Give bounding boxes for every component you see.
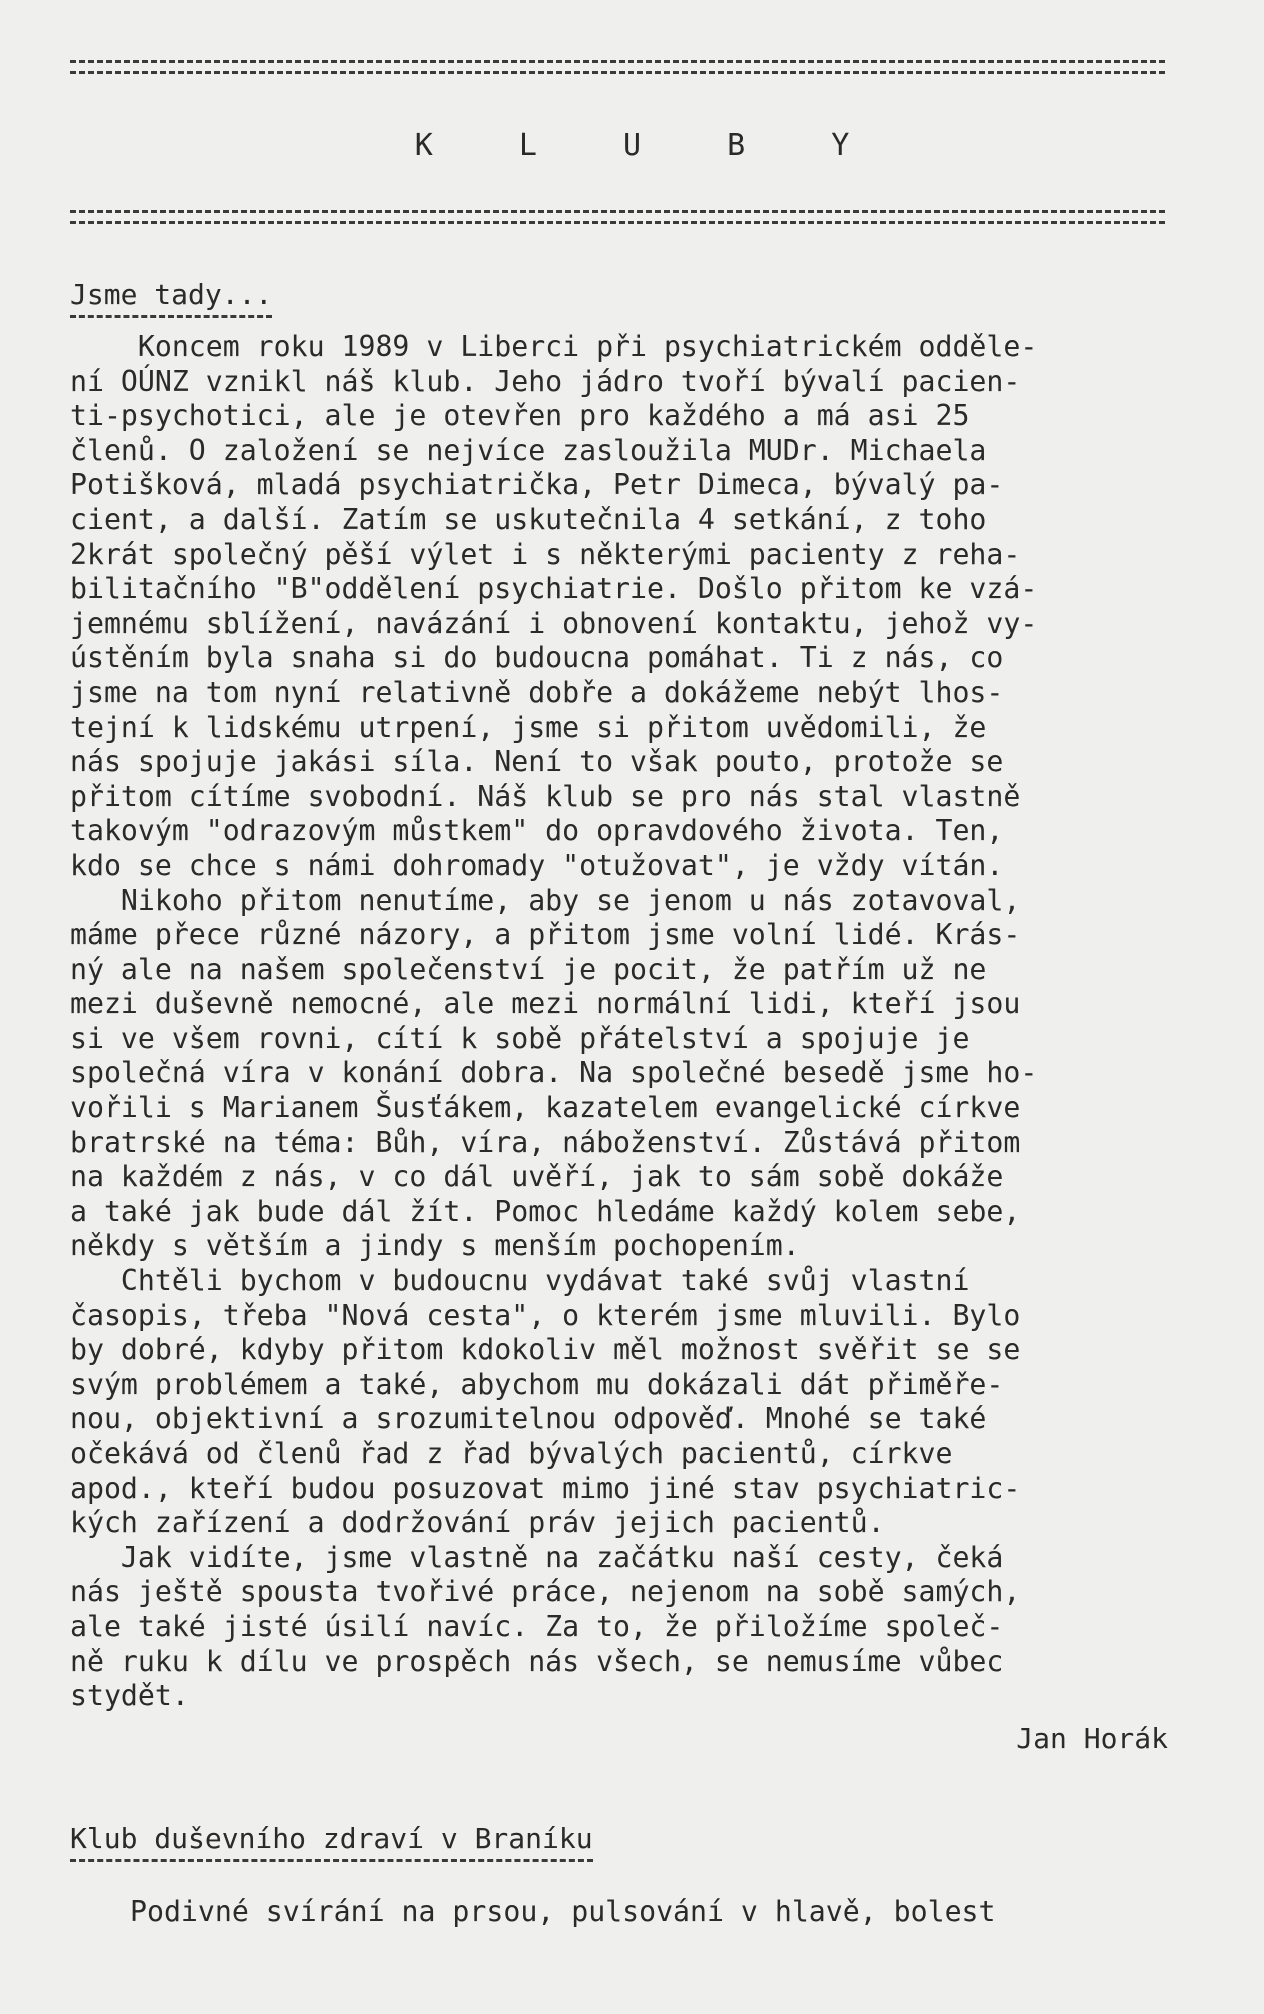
body-line: členů. O založení se nejvíce zasloužila MUDr. Michaela xyxy=(70,433,987,467)
body-line: nás spojuje jakási síla. Není to však pouto, protože se xyxy=(70,745,1004,779)
body-line: bilitačního "B"oddělení psychiatrie. Došlo přitom ke vzá- xyxy=(70,572,1038,606)
article-heading: Klub duševního zdraví v Braníku xyxy=(70,1822,593,1862)
body-line: bratrské na téma: Bůh, víra, náboženství. Zůstává přitom xyxy=(70,1125,1021,1159)
body-line: kdo se chce s námi dohromady "otužovat", je vždy vítán. xyxy=(70,848,1004,882)
body-line: mezi duševně nemocné, ale mezi normální lidi, kteří jsou xyxy=(70,987,1021,1021)
body-line: ně ruku k dílu ve prospěch nás všech, se nemusíme vůbec xyxy=(70,1644,1004,1678)
body-line: si ve všem rovni, cítí k sobě přátelství a spojuje je xyxy=(70,1021,970,1055)
body-line: jemnému sblížení, navázání i obnovení kontaktu, jehož vy- xyxy=(70,606,1038,640)
page-title: K L U B Y xyxy=(414,128,884,163)
body-line: Chtěli bychom v budoucnu vydávat také svůj vlastní xyxy=(70,1264,970,1298)
body-line: na každém z nás, v co dál uvěří, jak to sám sobě dokáže xyxy=(70,1160,1004,1194)
body-line: svým problémem a také, abychom mu dokázali dát přiměře- xyxy=(70,1367,1004,1401)
body-line: Potišková, mladá psychiatrička, Petr Dimeca, bývalý pa- xyxy=(70,468,1004,502)
author-signature: Jan Horák xyxy=(1016,1722,1168,1755)
body-line: nou, objektivní a srozumitelnou odpověď. Mnohé se také xyxy=(70,1402,987,1436)
article-body xyxy=(70,330,1195,1714)
body-line: ti-psychotici, ale je otevřen pro každého a má asi 25 xyxy=(70,399,970,433)
body-line: ní OÚNZ vznikl náš klub. Jeho jádro tvoří bývalí pacien- xyxy=(70,364,1021,398)
body-line: očekává od členů řad z řad bývalých pacientů, církve xyxy=(70,1437,953,1470)
body-line: tejní k lidskému utrpení, jsme si přitom uvědomili, že xyxy=(70,710,987,744)
body-line: jsme na tom nyní relativně dobře a dokážeme nebýt lhos- xyxy=(70,675,1004,709)
body-line: ale také jisté úsilí navíc. Za to, že přiložíme společ- xyxy=(70,1609,1004,1643)
body-line: a také jak bude dál žít. Pomoc hledáme každý kolem sebe, xyxy=(70,1194,1021,1228)
body-line: přitom cítíme svobodní. Náš klub se pro nás stal vlastně xyxy=(70,779,1021,813)
body-line: máme přece různé názory, a přitom jsme volní lidé. Krás- xyxy=(70,918,1021,952)
body-line: Koncem roku 1989 v Liberci při psychiatrickém odděle- xyxy=(70,330,1038,363)
body-line: společná víra v konání dobra. Na společné besedě jsme ho- xyxy=(70,1056,1038,1090)
body-line: 2krát společný pěší výlet i s některými pacienty z reha- xyxy=(70,537,1021,571)
top-divider xyxy=(70,60,1165,74)
body-line: časopis, třeba "Nová cesta", o kterém jsme mluvili. Bylo xyxy=(70,1298,1021,1332)
body-line: Nikoho přitom nenutíme, aby se jenom u nás zotavoval, xyxy=(70,883,1021,917)
body-line: ný ale na našem společenství je pocit, že patřím už ne xyxy=(70,952,987,986)
title-divider xyxy=(70,210,1165,224)
body-line: stydět. xyxy=(70,1679,189,1713)
body-line: ústěním byla snaha si do budoucna pomáhat. Ti z nás, co xyxy=(70,641,1004,675)
body-line: kých zařízení a dodržování práv jejich pacientů. xyxy=(70,1506,885,1540)
body-line: cient, a další. Zatím se uskutečnila 4 setkání, z toho xyxy=(70,502,987,536)
body-line: by dobré, kdyby přitom kdokoliv měl možnost svěřit se se xyxy=(70,1333,1021,1367)
body-line: vořili s Marianem Šusťákem, kazatelem evangelické církve xyxy=(70,1091,1021,1125)
body-line: apod., kteří budou posuzovat mimo jiné stav psychiatric- xyxy=(70,1471,1021,1505)
body-line: Jak vidíte, jsme vlastně na začátku naší cesty, čeká xyxy=(70,1540,1004,1574)
body-line: nás ještě spousta tvořivé práce, nejenom na sobě samých, xyxy=(70,1575,1021,1609)
body-line: někdy s větším a jindy s menším pochopením. xyxy=(70,1229,800,1263)
body-line: takovým "odrazovým můstkem" do opravdového života. Ten, xyxy=(70,814,1004,848)
body-line: Podivné svírání na prsou, pulsování v hlavě, bolest xyxy=(130,1895,996,1928)
article-heading: Jsme tady... xyxy=(70,278,272,318)
